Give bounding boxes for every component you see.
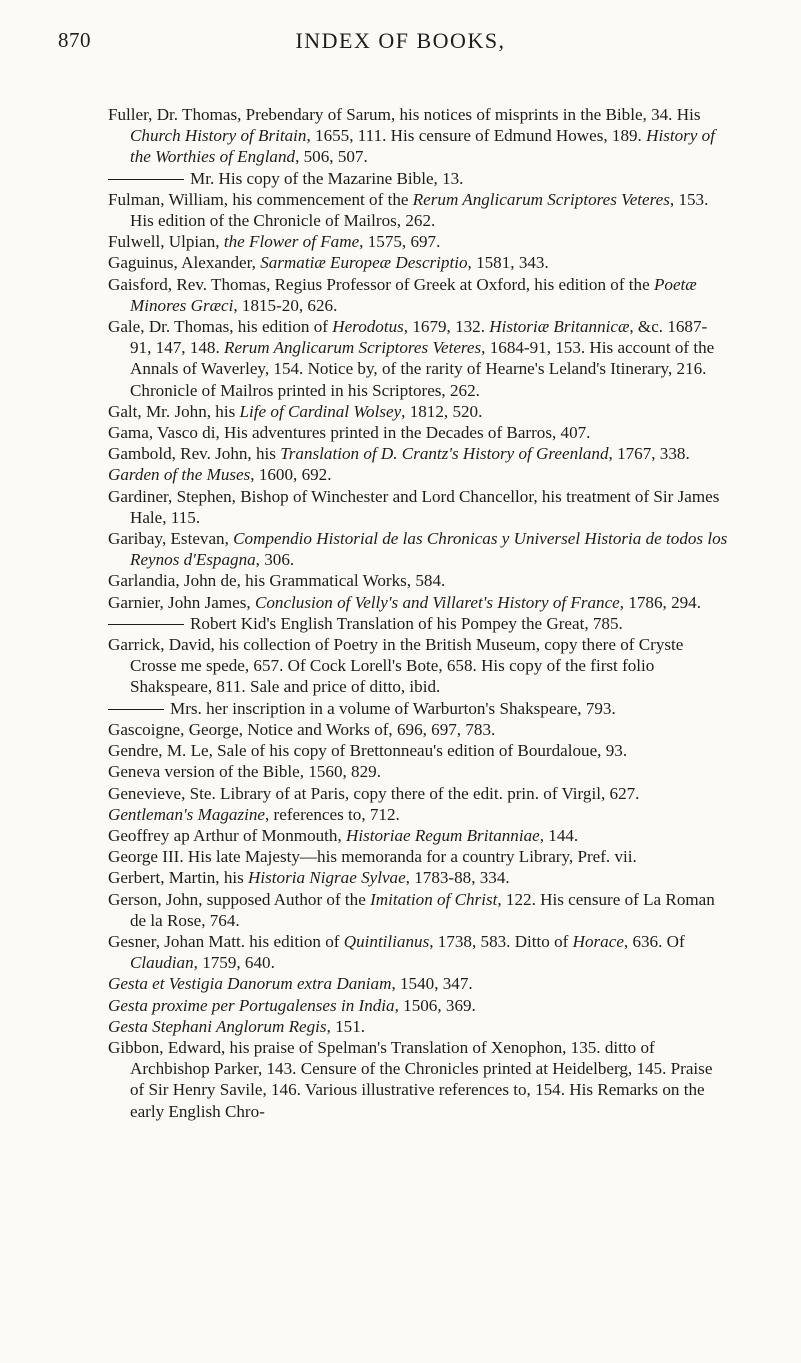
entry-text: , 1786, 294. — [619, 592, 701, 612]
entry-text: , 306. — [255, 550, 295, 570]
entry-text: Gaisford, Rev. Thomas, Regius Professor of Greek at Oxford, his edition of the — [108, 274, 654, 294]
index-entry — [108, 804, 728, 825]
entry-text: , 1506, 369. — [394, 995, 476, 1015]
page-header — [58, 28, 743, 58]
book-title: Historiæ Britannicæ — [489, 317, 630, 337]
running-head: INDEX OF BOOKS, — [295, 28, 506, 53]
book-title: Sarmatiæ Europeæ Descriptio — [260, 253, 468, 273]
ditto-dash — [108, 179, 184, 180]
entry-text: Gascoigne, George, Notice and Works of, 696, 697, 783. — [108, 719, 496, 739]
entry-text: , 1655, 111. His censure of Edmund Howes, 189. — [306, 126, 647, 146]
entry-text: Fulman, William, his commencement of the — [108, 189, 413, 209]
index-entry — [108, 231, 728, 252]
entry-text: Gerbert, Martin, his — [108, 868, 249, 888]
book-title: Historiae Regum Britanniae — [346, 825, 540, 845]
index-entries — [108, 104, 728, 1122]
index-entry — [108, 973, 728, 994]
book-title: Gentleman's Magazine — [108, 804, 265, 824]
entry-text: Gibbon, Edward, his praise of Spelman's Translation of Xenophon, 135. ditto of Archbishop Parker, 143. Censure of the Chronicles printed at Heidelberg, 145. Praise of Sir Henry Savile, 146. Various illustrative references to, 154. His Remarks on the early English Chro- — [108, 1037, 713, 1121]
entry-text: , 1575, 697. — [359, 232, 441, 252]
index-entry — [108, 995, 728, 1016]
entry-text: Genevieve, Ste. Library of at Paris, copy there of the edit. prin. of Virgil, 627. — [108, 783, 640, 803]
index-entry — [108, 168, 728, 189]
entry-text: , references to, 712. — [265, 804, 400, 824]
entry-text: Robert Kid's English Translation of his Pompey the Great, 785. — [190, 613, 623, 633]
entry-text: , 144. — [539, 825, 579, 845]
index-entry — [108, 931, 728, 973]
entry-text: , 1581, 343. — [467, 253, 549, 273]
entry-text: Garnier, John James, — [108, 592, 255, 612]
entry-text: , 1759, 640. — [193, 953, 275, 973]
entry-text: , 1815-20, 626. — [233, 295, 338, 315]
entry-text: Gambold, Rev. John, his — [108, 444, 281, 464]
entry-text: , 1738, 583. Ditto of — [429, 931, 573, 951]
entry-text: Garrick, David, his collection of Poetry in the British Museum, copy there of Cryste Crosse me spede, 657. Of Cock Lorell's Bote, 658. His copy of the first folio Shakspeare, 811. Sale and price of ditto, ibid. — [108, 635, 684, 697]
entry-text: Mrs. her inscription in a volume of Warburton's Shakspeare, 793. — [170, 698, 616, 718]
entry-text: Fulwell, Ulpian, — [108, 232, 224, 252]
index-entry — [108, 889, 728, 931]
entry-text: Gama, Vasco di, His adventures printed in the Decades of Barros, 407. — [108, 423, 591, 443]
index-entry — [108, 761, 728, 782]
book-title: Gesta et Vestigia Danorum extra Daniam — [108, 974, 392, 994]
entry-text: , 1679, 132. — [403, 317, 490, 337]
entry-text: Gardiner, Stephen, Bishop of Winchester and Lord Chancellor, his treatment of Sir James Hale, 115. — [108, 486, 720, 527]
index-entry — [108, 486, 728, 528]
entry-text: Geoffrey ap Arthur of Monmouth, — [108, 825, 347, 845]
entry-text: , 153. His edition of the Chronicle of Mailros, 262. — [130, 189, 709, 231]
index-entry — [108, 1037, 728, 1122]
index-entry — [108, 1016, 728, 1037]
entry-text: , 1767, 338. — [608, 444, 690, 464]
book-title: Horace — [572, 931, 624, 951]
book-title: Compendio Historial de las Chronicas y Universel Historia de todos los Reynos d'Espagna — [130, 529, 728, 570]
entry-text: George III. His late Majesty—his memoranda for a country Library, Pref. vii. — [108, 847, 637, 867]
book-title: Claudian — [130, 953, 194, 973]
index-entry — [108, 528, 728, 570]
entry-text: , 1783-88, 334. — [405, 868, 510, 888]
entry-text: , 506, 507. — [295, 147, 368, 167]
index-entry — [108, 783, 728, 804]
book-title: Rerum Anglicarum Scriptores Veteres — [224, 338, 482, 358]
entry-text: Fuller, Dr. Thomas, Prebendary of Sarum, his notices of misprints in the Bible, 34. His — [108, 105, 701, 124]
book-title: Garden of the Muses — [108, 465, 251, 485]
book-title: Gesta proxime per Portugalenses in India — [108, 995, 395, 1015]
book-title: the Flower of Fame — [223, 232, 360, 252]
book-title: Poetæ Minores Græci — [130, 274, 697, 315]
book-title: Imitation of Christ — [370, 889, 498, 909]
book-title: Quintilianus — [343, 931, 430, 951]
index-entry — [108, 401, 728, 422]
index-entry — [108, 613, 728, 634]
entry-text: , 1540, 347. — [391, 974, 473, 994]
entry-text: Mr. His copy of the Mazarine Bible, 13. — [190, 168, 464, 188]
entry-text: , 151. — [326, 1016, 366, 1036]
index-entry — [108, 422, 728, 443]
entry-text: , 1812, 520. — [401, 401, 483, 421]
index-entry — [108, 570, 728, 591]
entry-text: , 1684-91, 153. His account of the Annals of Waverley, 154. Notice by, of the rarity of Hearne's Leland's Itinerary, 216. Chronicle of Mailros printed in his Scriptores, 262. — [130, 338, 715, 400]
index-entry — [108, 719, 728, 740]
index-entry — [108, 592, 728, 613]
book-title: Rerum Anglicarum Scriptores Veteres — [412, 189, 670, 209]
ditto-dash — [108, 624, 184, 625]
entry-text: Geneva version of the Bible, 1560, 829. — [108, 762, 381, 782]
index-entry — [108, 189, 728, 231]
index-entry — [108, 104, 728, 168]
index-entry — [108, 274, 728, 316]
book-title: Church History of Britain — [130, 126, 307, 146]
entry-text: Gale, Dr. Thomas, his edition of — [108, 317, 333, 337]
book-title: Conclusion of Velly's and Villaret's History of France — [254, 592, 620, 612]
page-number: 870 — [58, 28, 91, 52]
entry-text: Garlandia, John de, his Grammatical Works, 584. — [108, 571, 446, 591]
book-title: Translation of D. Crantz's History of Greenland — [280, 444, 609, 464]
ditto-dash — [108, 709, 164, 710]
entry-text: Garibay, Estevan, — [108, 529, 234, 549]
index-entry — [108, 698, 728, 719]
entry-text: Gesner, Johan Matt. his edition of — [108, 931, 344, 951]
index-entry — [108, 825, 728, 846]
index-entry — [108, 740, 728, 761]
book-title: Life of Cardinal Wolsey — [239, 401, 402, 421]
index-entry — [108, 634, 728, 698]
index-entry — [108, 443, 728, 464]
entry-text: Gerson, John, supposed Author of the — [108, 889, 371, 909]
entry-text: , &c. 1687-91, 147, 148. — [130, 317, 708, 358]
index-entry — [108, 867, 728, 888]
entry-text: , 122. His censure of La Roman de la Rose, 764. — [130, 889, 715, 930]
book-title: History of the Worthies of England — [130, 126, 715, 167]
entry-text: Gaguinus, Alexander, — [108, 253, 261, 273]
index-entry — [108, 464, 728, 485]
book-title: Herodotus — [332, 317, 404, 337]
book-title: Historia Nigrae Sylvae — [248, 868, 406, 888]
entry-text: Gendre, M. Le, Sale of his copy of Brettonneau's edition of Bourdaloue, 93. — [108, 741, 628, 761]
entry-text: , 1600, 692. — [250, 465, 332, 485]
index-entry — [108, 846, 728, 867]
entry-text: , 636. Of — [623, 931, 685, 951]
index-entry — [108, 316, 728, 401]
entry-text: Galt, Mr. John, his — [108, 401, 240, 421]
book-title: Gesta Stephani Anglorum Regis — [108, 1016, 327, 1036]
index-entry — [108, 252, 728, 273]
